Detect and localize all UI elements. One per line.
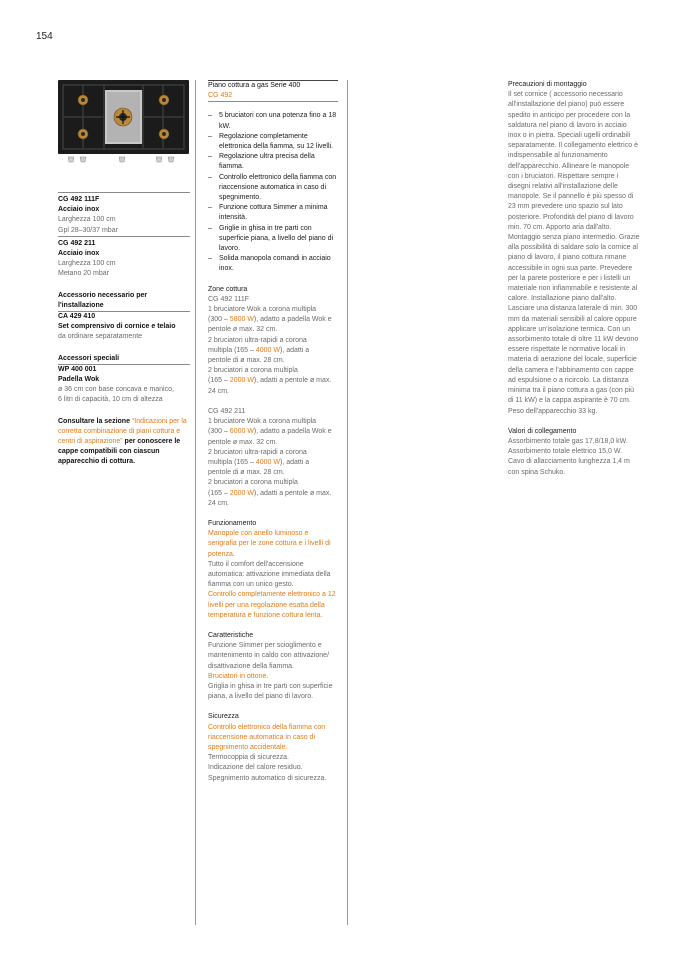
consult-post: per conoscere le cappe compatibili con ciascun apparecchio di cottura. <box>58 438 181 466</box>
highlight-text: Bruciatori in ottone. <box>208 672 269 680</box>
highlight-text: Controllo elettronico della fiamma con riaccensione automatica in caso di spegnimento accidentale. <box>208 723 326 751</box>
consult-note <box>58 417 190 468</box>
zones-b <box>208 417 338 509</box>
model-gas: Gpl 28–30/37 mbar <box>58 226 118 234</box>
body-text: Il set cornice ( accessorio necessario all'installazione del piano) può essere spedito in anticipo per procedere con la saldatura nel piano di lavoro in acciaio inox o in pietra. Speciali ugelli ordinabili separatamente. Il collegamento elettrico è indispensabile al funzionamento dell'apparecchio. Allineare le manopole con i bruciatori. Rispettare sempre i disegni relativi all'installazione delle manopole. Se il pannello è più spesso di 23 mm prevedere uno spazio sul lato posteriore. Profondità del piano di lavoro min. 70 cm. Apporto aria dall'alto. Montaggio senza piano intermedio. Grazie alla possibilità di saldare solo la cornice al piano di lavoro, il piano cottura rimane accessibile in ogni sua parte. Prevedere per la parete posteriore e per i listelli un materiale non infiammabile e resistente al calore. Installazione piano dall'alto. Lasciare una distanza laterale di min. 300 mm da materiali sensibili al calore oppure applicare un'isolazione termica. Con un assorbimento totale di oltre 11 kW devono essere rispettate le normative locali in materia di aerazione del locale, superficie della camera e l'abbinamento con cappe ad espulsione o a ricircolo. La distanza minima tra il piano cottura a gas (con più di 11 kW) e la cappa aspirante è 70 cm. Peso dell'apparecchio 33 kg. <box>508 91 640 415</box>
accessory-header: Accessorio necessario per l'installazione <box>58 291 148 309</box>
body-text: Griglia in ghisa in tre parti con superficie piana, a livello del piano di lavoro. <box>208 682 333 701</box>
zone-line: 2 bruciatori a corona multipla <box>208 479 298 487</box>
model-width: Larghezza 100 cm <box>58 216 116 224</box>
feature-list <box>208 111 338 274</box>
special-accessories <box>58 354 190 406</box>
zone-line: pentole di ø max. 28 cm. <box>208 357 285 365</box>
zone-line: multipla (165 – 4000 W), adatti a <box>208 346 310 354</box>
feature-item: – Funzione cottura Simmer a minima intensità. <box>208 203 338 223</box>
accessory-code: CA 429 410 <box>58 313 96 321</box>
model-code: CG 492 111F <box>58 196 100 203</box>
middle-column <box>208 80 338 784</box>
body-text: Cavo di allacciamento lunghezza 1,4 m con spina Schuko. <box>508 458 630 476</box>
feature-item: – Regolazione ultra precisa della fiamma. <box>208 152 338 172</box>
section-title: Precauzioni di montaggio <box>508 81 587 88</box>
zone-line: 1 bruciatore Wok a corona multipla <box>208 418 317 426</box>
accessory-desc: Set comprensivo di cornice e telaio <box>58 323 176 331</box>
zone-line: (300 – 6000 W), adatto a padella Wok e <box>208 428 332 436</box>
funzionamento-section <box>208 519 338 621</box>
zone-line: pentole di ø max. 28 cm. <box>208 469 285 477</box>
section-title: Caratteristiche <box>208 631 254 639</box>
zone-line: pentole ø max. 32 cm. <box>208 326 278 334</box>
zone-line: 2 bruciatori a corona multipla <box>208 367 298 375</box>
zone-line: 24 cm. <box>208 499 230 507</box>
body-text: Assorbimento totale gas 17,8/18,0 kW. <box>508 437 628 445</box>
body-text: Termocoppia di sicurezza. <box>208 754 289 762</box>
zone-line: (165 – 2000 W), adatti a pentole ø max. <box>208 489 332 497</box>
zone-line: (165 – 2000 W), adatti a pentole ø max. <box>208 377 332 385</box>
consult-pre: Consultare la sezione <box>58 417 132 425</box>
zones-section <box>208 285 338 509</box>
section-title: Sicurezza <box>208 713 239 721</box>
special-name: Padella Wok <box>58 376 100 384</box>
zones-model-b: CG 492 211 <box>208 407 246 415</box>
model-spec-2 <box>58 237 190 280</box>
feature-item: – Solida manopola comandi in acciaio inox. <box>208 254 338 274</box>
highlight-text: Controllo completamente elettronico a 12 livelli per una regolazione esatta della temperatura e funzione cottura lenta. <box>208 591 336 619</box>
zone-line: pentole ø max. 32 cm. <box>208 438 278 446</box>
body-text: Indicazione del calore residuo. <box>208 764 303 772</box>
body-text: Assorbimento totale elettrico 15,0 W. <box>508 448 622 456</box>
zones-model-a: CG 492 111F <box>208 295 249 303</box>
sicurezza-section <box>208 712 338 783</box>
zone-line: 1 bruciatore Wok a corona multipla <box>208 306 317 314</box>
special-desc: 6 litri di capacità, 10 cm di altezza <box>58 396 163 404</box>
model-width: Larghezza 100 cm <box>58 260 116 268</box>
zone-line: 2 bruciatori ultra-rapidi a corona <box>208 336 307 344</box>
zones-a <box>208 305 338 397</box>
column-divider-1 <box>195 80 196 925</box>
section-title: Zone cottura <box>208 285 248 293</box>
feature-item: – Griglie in ghisa in tre parti con superficie piana, a livello del piano di lavoro. <box>208 224 338 255</box>
product-image <box>58 80 190 176</box>
special-code: WP 400 001 <box>58 365 97 373</box>
special-header: Accessori speciali <box>58 354 120 362</box>
right-column <box>508 80 641 478</box>
zone-line: 24 cm. <box>208 387 230 395</box>
highlight-text: Manopole con anello luminoso e serigrafia per le zone cottura e i livelli di potenza. <box>208 530 331 558</box>
zone-line: (300 – 5800 W), adatto a padella Wok e <box>208 316 332 324</box>
body-text: Spegnimento automatico di sicurezza. <box>208 774 327 782</box>
body-text: Tutto il comfort dell'accensione automatica: attivazione immediata della fiamma con un unico gesto. <box>208 560 331 589</box>
model-code: CG 492 211 <box>58 239 96 247</box>
precauzioni-section <box>508 80 641 417</box>
consult-link[interactable]: “Indicazioni per la corretta combinazione di piani cottura e centri di aspirazione” <box>58 417 187 446</box>
model-finish: Acciaio inox <box>58 250 100 258</box>
model-spec-1 <box>58 193 190 236</box>
zone-line: 2 bruciatori ultra-rapidi a corona <box>208 448 307 456</box>
column-divider-2 <box>347 80 348 925</box>
model-finish: Acciaio inox <box>58 206 100 214</box>
section-title: Funzionamento <box>208 519 257 527</box>
gas-hob-illustration <box>58 80 189 166</box>
accessory-note: da ordinare separatamente <box>58 333 143 341</box>
caratteristiche-section <box>208 631 338 702</box>
feature-item: – Regolazione completamente elettronica della fiamma, su 12 livelli. <box>208 132 338 152</box>
body-text: Funzione Simmer per scioglimento e mantenimento in caldo con attivazione/ disattivazione della fiamma. <box>208 642 330 670</box>
zone-line: multipla (165 – 4000 W), adatti a <box>208 458 310 466</box>
model-gas: Metano 20 mbar <box>58 270 109 278</box>
model-name: CG 492 <box>208 92 233 100</box>
valori-section <box>508 427 641 478</box>
feature-item: – Controllo elettronico della fiamma con riaccensione automatica in caso di spegnimento. <box>208 173 338 204</box>
special-desc: ø 36 cm con base concava e manico, <box>58 386 174 394</box>
series-title: Piano cottura a gas Serie 400 <box>208 82 301 89</box>
section-title: Valori di collegamento <box>508 427 577 435</box>
page-number: 154 <box>36 31 53 42</box>
left-column <box>58 80 190 468</box>
required-accessory <box>58 291 190 343</box>
feature-item: – 5 bruciatori con una potenza fino a 18 kW. <box>208 111 338 131</box>
